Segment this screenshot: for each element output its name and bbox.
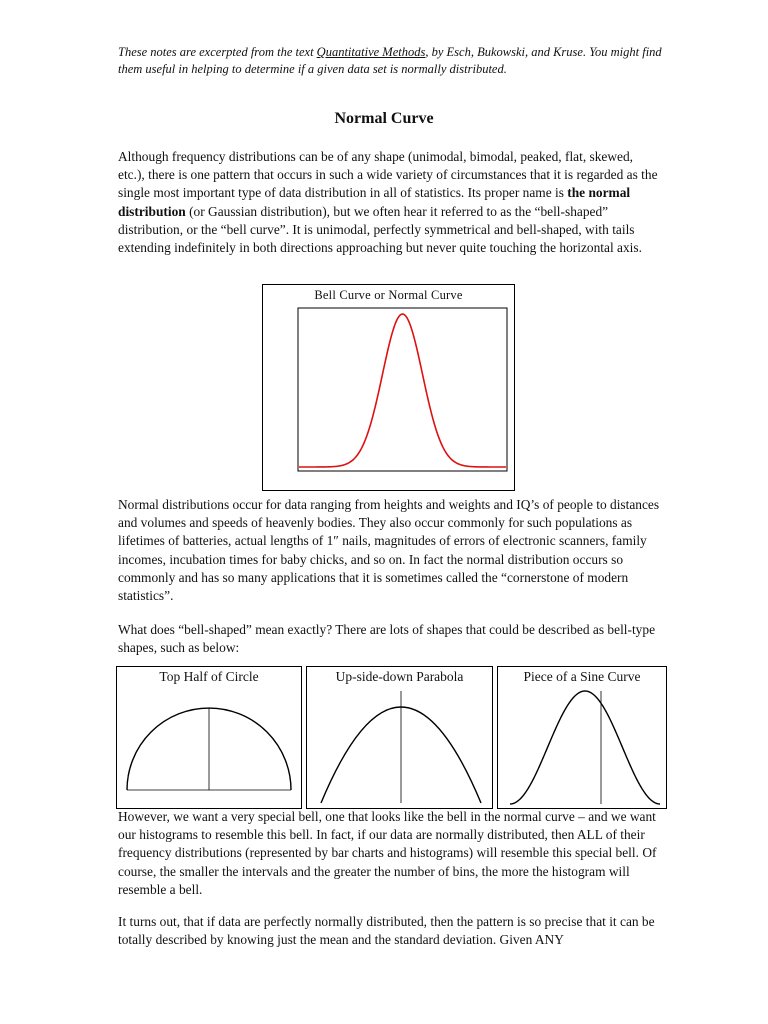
normal-curve-line [299,314,506,467]
mean-sd-paragraph: It turns out, that if data are perfectly normally distributed, then the pattern is so precise that it can be totally described by knowing just the mean and the standard deviation. Given ANY [118,914,655,948]
sine-curve [510,691,660,804]
normal-curve-svg [263,285,516,492]
intro-text-a: Although frequency distributions can be of any shape (unimodal, bimodal, peaked, flat, skewed, etc.), there is one pattern that occurs in such a wide variety of circumstances that it is regarded as the single most important type of data distribution in all of statistics. Its proper name is [118,149,658,201]
circle-shape-svg [117,667,303,810]
circle-shape-figure [116,666,302,809]
book-title: Quantitative Methods [316,45,426,59]
circle-shape-title: Top Half of Circle [159,669,259,684]
intro-paragraph [118,148,663,257]
parabola-shape-title: Up-side-down Parabola [335,669,464,684]
page-title: Normal Curve [334,110,434,127]
sine-shape-svg [498,667,668,810]
source-note [118,44,678,78]
question-paragraph: What does “bell-shaped” mean exactly? There are lots of shapes that could be described as bell-type shapes, such as below: [118,622,656,656]
parabola-shape-svg [307,667,494,810]
source-note-post: , by Esch, Bukowski, and Kruse. You might find them useful in helping to determine if a given data set is normally distributed. [118,45,662,76]
normal-curve-title: Bell Curve or Normal Curve [314,288,463,302]
intro-text-b: (or Gaussian distribution), but we often hear it referred to as the “bell-shaped” distribution, or the “bell curve”. It is unimodal, perfectly symmetrical and bell-shaped, with tails extending indefinitely in both directions approaching but never quite touching the horizontal axis. [118,203,642,256]
normal-curve-figure [262,284,515,491]
special-bell-paragraph: However, we want a very special bell, one that looks like the bell in the normal curve – and we want our histograms to resemble this bell. In fact, if our data are normally distributed, then ALL of their frequency distributions (represented by bar charts and histograms) will resemble this special bell. Of course, the smaller the intervals and the greater the number of bins, the more the histogram will resemble a bell. [118,809,657,897]
normal-curve-plot-frame [298,308,507,471]
parabola-shape-figure [306,666,493,809]
applications-paragraph: Normal distributions occur for data ranging from heights and weights and IQ’s of people to distances and volumes and speeds of heavenly bodies. They also occur commonly for such populations as lifetimes of batteries, actual lengths of 1″ nails, magnitudes of errors of electronic scanners, family incomes, incubation times for baby chicks, and so on. In fact the normal distribution occurs so commonly and has so many applications that it is sometimes called the “cornerstone of modern statistics”. [118,497,660,604]
intro-bold-term: the normal distribution [118,185,631,219]
sine-shape-figure [497,666,667,809]
source-note-pre: These notes are excerpted from the text [118,45,317,59]
sine-shape-title: Piece of a Sine Curve [523,669,641,684]
